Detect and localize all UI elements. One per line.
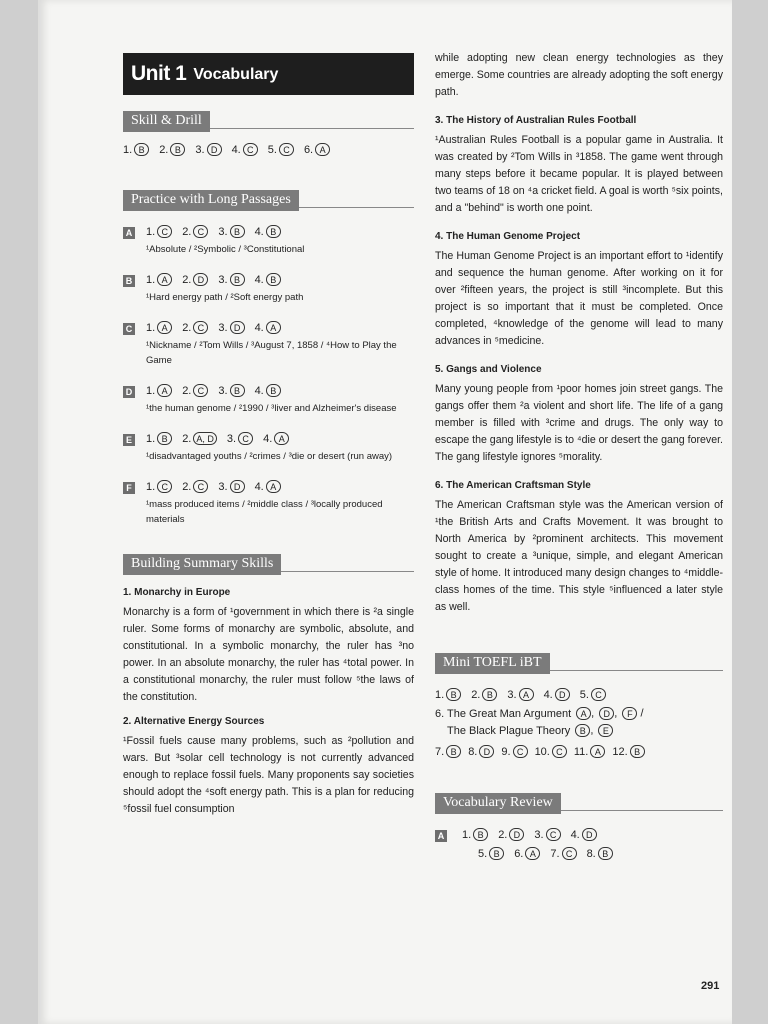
answer-item (255, 480, 281, 493)
summary-text-continued: while adopting new clean energy technologies as they emerge. Some countries are already adopting the soft energy path. (435, 52, 723, 98)
unit-title: Vocabulary (193, 66, 279, 83)
q6-prefix: 6. The Great Man Argument (435, 707, 572, 720)
answer-number: 1. (146, 225, 156, 238)
summary-title: 2. Alternative Energy Sources (123, 716, 265, 727)
vocab-review-row-2 (462, 847, 613, 860)
answer-item (123, 143, 149, 156)
circled-answer: C (157, 225, 172, 238)
summary-text: ¹Fossil fuels cause many problems, such as ²pollution and wars. But ³solar cell technology is not currently advanced enough to replace fossil fuels. Many proponents say societies should adopt the ⁴soft energy path. This is a plan for reducing ⁵fossil fuel consumption (123, 735, 414, 815)
q6-black-plague-prefix: The Black Plague Theory (447, 724, 571, 737)
summary-section-4 (435, 231, 723, 350)
answer-number: 9. (501, 745, 511, 758)
answer-item (182, 321, 208, 334)
answer-item (146, 225, 172, 238)
circled-answer: C (193, 480, 208, 493)
answer-item (159, 143, 185, 156)
answer-item (218, 321, 244, 334)
answer-item (255, 225, 281, 238)
summary-title: 3. The History of Australian Rules Football (435, 115, 637, 126)
circled-answer: A (576, 707, 591, 720)
answer-item (587, 847, 613, 860)
answer-item (218, 225, 244, 238)
answer-number: 3. (218, 321, 228, 334)
answer-number: 1. (146, 273, 156, 286)
left-column (123, 53, 414, 818)
circled-answer: B (134, 143, 149, 156)
answer-item (468, 745, 494, 758)
summary-section-3 (435, 115, 723, 217)
circled-answer: C (193, 321, 208, 334)
answer-item (255, 321, 281, 334)
circled-answer: D (207, 143, 222, 156)
answer-item (146, 384, 172, 397)
answer-number: 7. (550, 847, 560, 860)
summary-section-6 (435, 480, 723, 616)
answer-item (501, 745, 527, 758)
answer-number: 1. (435, 688, 445, 701)
toefl-question-6-line-2 (435, 724, 723, 737)
summary-title: 4. The Human Genome Project (435, 231, 581, 242)
summary-section-5 (435, 364, 723, 466)
circled-answer: C (546, 828, 561, 841)
right-column (435, 50, 723, 860)
answer-item (146, 321, 172, 334)
circled-answer: D (479, 745, 494, 758)
circled-answer: D (582, 828, 597, 841)
summary-text: The American Craftsman style was the American version of ¹the British Arts and Crafts Movement. It was brought to North America by ²prominent architects. This movement sought to create a ³unique, simple, and elegant American style of home. It introduced many design changes to ⁴middle-class homes of the time. This style ⁵influenced a later style as well. (435, 499, 723, 613)
summary-title: 1. Monarchy in Europe (123, 587, 231, 598)
page-number: 291 (701, 980, 720, 992)
answer-number: 2. (182, 225, 192, 238)
skill-drill-heading: Skill & Drill (123, 110, 414, 132)
practice-item-f (123, 480, 414, 527)
answer-number: 7. (435, 745, 445, 758)
circled-answer: A (525, 847, 540, 860)
answer-number: 3. (507, 688, 517, 701)
answer-item (544, 688, 570, 701)
circled-answer: A, D (193, 432, 217, 445)
answer-item (514, 847, 540, 860)
skill-drill-answers (123, 143, 414, 156)
unit-number: Unit 1 (131, 62, 187, 85)
q6-great-man-answers: A , D , F / (574, 707, 643, 720)
answer-number: 5. (579, 688, 589, 701)
answer-item (435, 745, 461, 758)
answer-item (255, 384, 281, 397)
answer-item (182, 384, 208, 397)
unit-header (123, 53, 414, 95)
answer-number: 10. (534, 745, 550, 758)
vocab-review-heading: Vocabulary Review (435, 792, 723, 814)
circled-answer: B (575, 724, 590, 737)
circled-answer: A (157, 321, 172, 334)
answer-key-page (38, 0, 732, 1024)
summary-section-1 (123, 587, 414, 706)
answer-item (146, 273, 172, 286)
answer-number: 11. (573, 745, 589, 758)
answer-number: 1. (146, 321, 156, 334)
answer-number: 3. (226, 432, 237, 445)
circled-answer: C (193, 384, 208, 397)
answer-number: 12. (612, 745, 628, 758)
answer-item (535, 745, 567, 758)
answer-number: 2. (471, 688, 481, 701)
answer-item (232, 143, 258, 156)
answer-item (146, 480, 172, 493)
practice-note: ¹mass produced items / ²middle class / ³locally produced materials (146, 499, 383, 525)
summary-heading: Building Summary Skills (123, 553, 414, 575)
practice-item-d (123, 384, 414, 416)
answer-number: 1. (462, 828, 472, 841)
answer-number: 4. (543, 688, 553, 701)
toefl-heading: Mini TOEFL iBT (435, 652, 723, 674)
answer-number: 2. (159, 143, 169, 156)
answer-number: 2. (182, 273, 192, 286)
practice-letter: C (123, 323, 135, 335)
answer-item (182, 432, 217, 445)
practice-letter: A (123, 227, 135, 239)
answer-number: 2. (182, 384, 192, 397)
circled-answer: B (482, 688, 497, 701)
practice-note: ¹Hard energy path / ²Soft energy path (146, 292, 304, 303)
answer-number: 6. (303, 143, 314, 156)
answer-number: 2. (498, 828, 508, 841)
answer-item (507, 688, 533, 701)
circled-answer: B (266, 225, 281, 238)
circled-answer: A (315, 143, 330, 156)
circled-answer: B (630, 745, 645, 758)
circled-answer: B (446, 745, 461, 758)
answer-number: 1. (146, 384, 156, 397)
summary-text: Many young people from ¹poor homes join street gangs. The gangs offer them ²a violent and short life. The life of a gang member is filled with ³crime and drugs. The only way to escape the gang lifestyle is to ⁴die or desert the gang forever. The gang lifestyle ignores ⁵morality. (435, 383, 723, 463)
answer-number: 4. (254, 480, 264, 493)
practice-answers (146, 225, 414, 238)
answer-number: 6. (514, 847, 524, 860)
practice-note: ¹disadvantaged youths / ²crimes / ³die or desert (run away) (146, 451, 393, 462)
practice-note: ¹the human genome / ²1990 / ³liver and Alzheimer's disease (146, 403, 397, 414)
circled-answer: A (519, 688, 534, 701)
answer-item (498, 828, 524, 841)
answer-number: 4. (570, 828, 580, 841)
circled-answer: C (513, 745, 528, 758)
answer-number: 4. (254, 321, 264, 334)
answer-number: 2. (182, 432, 192, 445)
circled-answer: C (279, 143, 294, 156)
practice-answers (146, 273, 414, 286)
q6-black-plague-answers: B , E (573, 724, 613, 737)
answer-item (182, 480, 208, 493)
circled-answer: C (243, 143, 258, 156)
summary-title: 5. Gangs and Violence (435, 364, 542, 375)
practice-letter: D (123, 386, 135, 398)
answer-item (182, 273, 208, 286)
answer-item (571, 828, 597, 841)
answer-item (462, 828, 488, 841)
answer-item (255, 273, 281, 286)
practice-letter: E (123, 434, 135, 446)
answer-number: 8. (468, 745, 478, 758)
circled-answer: B (230, 225, 245, 238)
answer-item (268, 143, 294, 156)
circled-answer: B (157, 432, 172, 445)
circled-answer: B (230, 384, 245, 397)
answer-item (146, 432, 172, 445)
vocab-review-row-1 (462, 828, 613, 841)
circled-answer: A (157, 273, 172, 286)
answer-item (218, 384, 244, 397)
practice-item-b (123, 273, 414, 305)
circled-answer: C (562, 847, 577, 860)
answer-number: 5. (267, 143, 277, 156)
practice-heading: Practice with Long Passages (123, 189, 414, 211)
answer-item (435, 688, 461, 701)
answer-number: 1. (123, 143, 133, 156)
circled-answer: D (555, 688, 570, 701)
practice-list (123, 225, 414, 527)
summary-title: 6. The American Craftsman Style (435, 480, 591, 491)
practice-note: ¹Absolute / ²Symbolic / ³Constitutional (146, 244, 305, 255)
circled-answer: A (266, 321, 281, 334)
summary-text: Monarchy is a form of ¹government in which there is ²a single ruler. Some forms of monarchy are symbolic, absolute, and constitutional. In a symbolic monarchy, the ruler has ³no power. In an absolute monarchy, the ruler has ⁴total power. In a constitutional monarchy, the ruler must follow ⁵the laws of the constitution. (123, 606, 414, 703)
toefl-question-6 (435, 707, 723, 720)
circled-answer: D (193, 273, 208, 286)
answer-number: 3. (218, 273, 228, 286)
circled-answer: B (266, 384, 281, 397)
answer-item (574, 745, 605, 758)
answer-number: 3. (218, 225, 228, 238)
circled-answer: E (598, 724, 613, 737)
answer-item (471, 688, 497, 701)
answer-item (304, 143, 330, 156)
practice-answers (146, 480, 414, 493)
answer-number: 3. (195, 143, 205, 156)
answer-item (195, 143, 221, 156)
answer-number: 5. (478, 847, 488, 860)
practice-letter: B (123, 275, 135, 287)
circled-answer: A (590, 745, 605, 758)
answer-item (227, 432, 253, 445)
answer-number: 2. (182, 480, 192, 493)
answer-number: 3. (218, 384, 228, 397)
circled-answer: A (266, 480, 281, 493)
answer-item (263, 432, 289, 445)
toefl-answers-row-3 (435, 745, 723, 758)
summary-text: The Human Genome Project is an important effort to ¹identify and sequence the human genome. After working on it for over ²fifteen years, the project is still ³incomplete. But this project is so important that it must be completed. Once completed, ⁴knowledge of the genome will lead to many advances in ⁵medicine. (435, 250, 723, 347)
answer-item (612, 745, 644, 758)
circled-answer: C (591, 688, 606, 701)
circled-answer: C (193, 225, 208, 238)
practice-item-c (123, 321, 414, 368)
answer-item (534, 828, 560, 841)
practice-answers (146, 321, 414, 334)
practice-item-e (123, 432, 414, 464)
answer-number: 4. (254, 384, 264, 397)
circled-answer: B (473, 828, 488, 841)
circled-answer: B (230, 273, 245, 286)
answer-number: 3. (534, 828, 544, 841)
practice-answers (146, 384, 414, 397)
practice-item-a (123, 225, 414, 257)
circled-answer: A (157, 384, 172, 397)
answer-number: 4. (231, 143, 241, 156)
answer-number: 2. (182, 321, 192, 334)
circled-answer: F (622, 707, 637, 720)
answer-item (218, 480, 244, 493)
answer-number: 1. (146, 480, 156, 493)
answer-number: 4. (254, 225, 264, 238)
circled-answer: B (446, 688, 461, 701)
circled-answer: C (157, 480, 172, 493)
practice-letter: F (123, 482, 135, 494)
answer-number: 8. (586, 847, 596, 860)
answer-number: 4. (254, 273, 264, 286)
circled-answer: D (230, 321, 245, 334)
vocab-review-letter: A (435, 830, 447, 842)
answer-number: 3. (218, 480, 228, 493)
circled-answer: B (489, 847, 504, 860)
answer-item (580, 688, 606, 701)
practice-note: ¹Nickname / ²Tom Wills / ³August 7, 1858 / ⁴How to Play the Game (146, 340, 397, 366)
answer-item (478, 847, 504, 860)
circled-answer: B (170, 143, 185, 156)
circled-answer: D (599, 707, 614, 720)
answer-number: 1. (146, 432, 156, 445)
practice-answers (146, 432, 414, 445)
circled-answer: B (266, 273, 281, 286)
circled-answer: A (274, 432, 289, 445)
answer-item (182, 225, 208, 238)
toefl-answers-row-1 (435, 688, 723, 701)
circled-answer: C (552, 745, 567, 758)
circled-answer: D (509, 828, 524, 841)
vocab-review-block (435, 828, 723, 860)
answer-item (550, 847, 576, 860)
circled-answer: C (238, 432, 253, 445)
circled-answer: D (230, 480, 245, 493)
answer-item (218, 273, 244, 286)
summary-text: ¹Australian Rules Football is a popular game in Australia. It was created by ²Tom Wills in ³1858. The game went through many steps before it became popular. It is played between two teams of 18 on ⁴a cricket field. A goal is worth ⁵six points, and a "behind" is worth one point. (435, 134, 723, 214)
answer-number: 4. (263, 432, 273, 445)
summary-section-2 (123, 716, 414, 818)
circled-answer: B (598, 847, 613, 860)
